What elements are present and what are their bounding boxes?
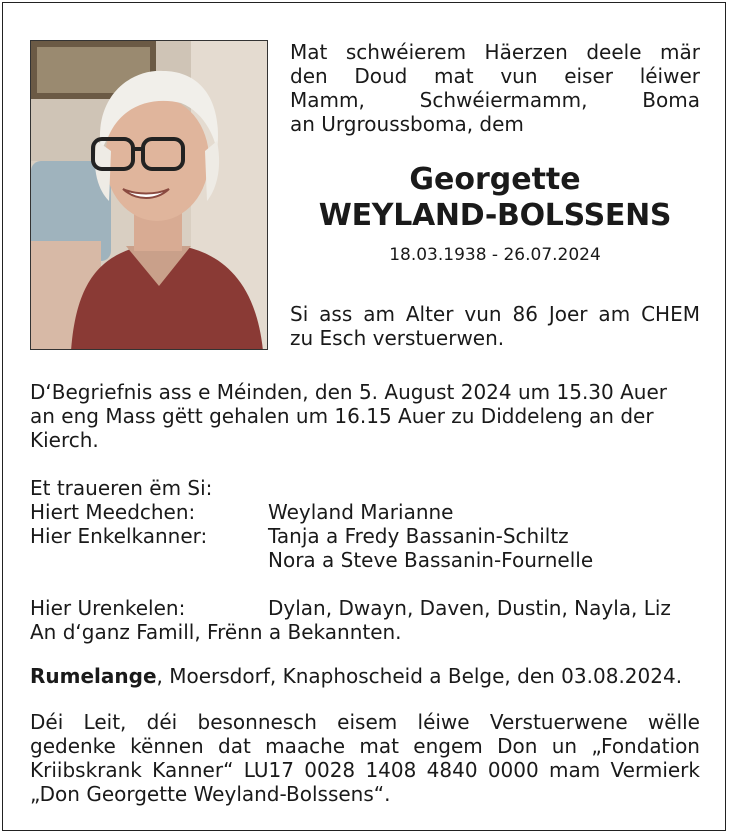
place-date-line <box>30 664 700 688</box>
mourner-value: Weyland Marianne <box>268 500 454 524</box>
place-bold: Rumelange <box>30 664 157 688</box>
age-line: zu Esch verstuerwen. <box>290 326 505 350</box>
deceased-first-name: Georgette <box>409 162 581 197</box>
mourner-label: Hiert Meedchen: <box>30 500 196 524</box>
mourner-row <box>30 500 700 524</box>
donation-text <box>30 710 700 806</box>
donation-line: Kriibskrank Kanner“ LU17 0028 1408 4840 0000 mam Vermierk <box>30 758 700 782</box>
life-dates: 18.03.1938 - 26.07.2024 <box>389 245 601 265</box>
intro-line: Mamm, Schwéiermamm, Boma <box>290 88 700 112</box>
deceased-family-name: WEYLAND-BOLSSENS <box>318 198 672 233</box>
mourner-row <box>30 548 700 572</box>
age-line: Si ass am Alter vun 86 Joer am CHEM <box>290 302 700 326</box>
mourner-row <box>30 524 700 548</box>
mourner-value: Tanja a Fredy Bassanin-Schiltz <box>268 524 569 548</box>
place-rest: , Moersdorf, Knaphoscheid a Belge, den 03.08.2024. <box>156 664 683 688</box>
intro-line: an Urgroussboma, dem <box>290 112 524 136</box>
extended-family: An d‘ganz Famill, Frënn a Bekannten. <box>30 620 402 644</box>
funeral-line: D‘Begriefnis ass e Méinden, den 5. August 2024 um 15.30 Auer <box>30 380 668 404</box>
great-grandchildren-value: Dylan, Dwayn, Daven, Dustin, Nayla, Liz <box>268 596 671 620</box>
mourner-label: Hier Enkelkanner: <box>30 524 208 548</box>
portrait-photo <box>30 40 268 350</box>
mourners-heading: Et traueren ëm Si: <box>30 476 213 500</box>
funeral-line: Kierch. <box>30 428 99 452</box>
donation-line: „Don Georgette Weyland-Bolssens“. <box>30 782 391 806</box>
donation-line: gedenke kënnen dat maache mat engem Don un „Fondation <box>30 734 700 758</box>
funeral-line: an eng Mass gëtt gehalen um 16.15 Auer zu Diddeleng an der <box>30 404 654 428</box>
intro-line: den Doud mat vun eiser léiwer <box>290 64 700 88</box>
age-text <box>290 302 700 350</box>
mourner-label <box>30 548 268 572</box>
mourners-list <box>30 476 700 644</box>
mourner-row <box>30 596 700 620</box>
donation-line: Déi Leit, déi besonnesch eisem léiwe Verstuerwene wëlle <box>30 710 700 734</box>
funeral-text <box>30 380 700 452</box>
intro-line: Mat schwéierem Häerzen deele mär <box>290 40 700 64</box>
intro-text <box>290 40 700 136</box>
mourner-value: Nora a Steve Bassanin-Fournelle <box>268 548 594 572</box>
great-grandchildren-label: Hier Urenkelen: <box>30 596 186 620</box>
